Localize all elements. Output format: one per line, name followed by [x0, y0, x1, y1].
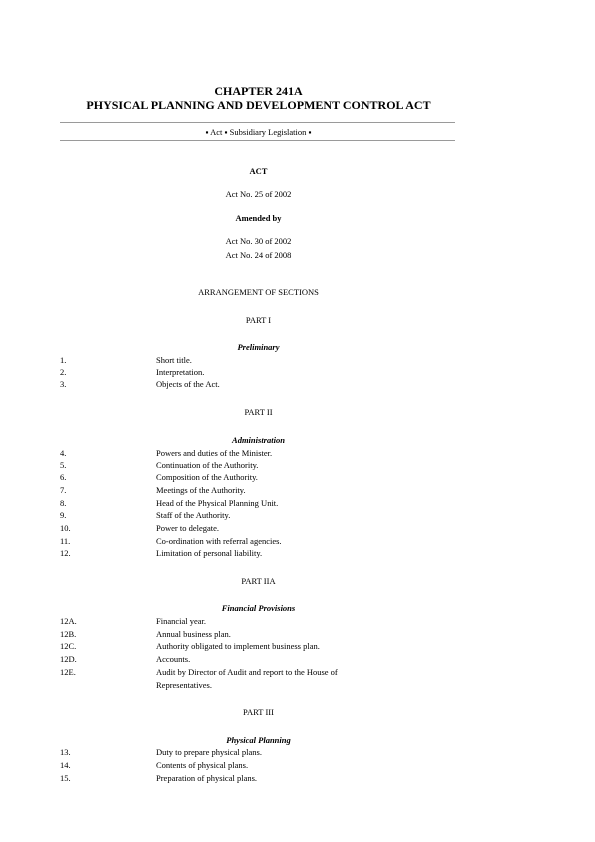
act-title: PHYSICAL PLANNING AND DEVELOPMENT CONTROL ACT — [86, 98, 431, 112]
part-title: Preliminary — [237, 342, 280, 352]
section-number: 6. — [60, 472, 67, 482]
arrangement-heading: ARRANGEMENT OF SECTIONS — [198, 287, 319, 297]
section-number: 12E. — [60, 667, 76, 677]
amended-by-heading: Amended by — [235, 213, 282, 223]
section-title-continuation: Representatives. — [156, 680, 212, 690]
nav-link-subsidiary-legislation[interactable]: Subsidiary Legislation — [229, 127, 307, 137]
section-number: 14. — [60, 760, 71, 770]
section-title: Head of the Physical Planning Unit. — [156, 498, 279, 508]
section-title: Continuation of the Authority. — [156, 460, 259, 470]
section-number: 12B. — [60, 629, 77, 639]
part-title: Administration — [232, 435, 285, 445]
document-nav — [0, 127, 517, 137]
section-number: 12D. — [60, 654, 77, 664]
section-number: 12A. — [60, 616, 77, 626]
nav-bullet: ▪ — [205, 127, 209, 137]
section-number: 9. — [60, 510, 67, 520]
section-number: 15. — [60, 773, 71, 783]
section-number: 12C. — [60, 641, 77, 651]
part-heading: PART IIA — [241, 576, 276, 586]
section-number: 8. — [60, 498, 67, 508]
section-title: Interpretation. — [156, 367, 205, 377]
section-title: Staff of the Authority. — [156, 510, 231, 520]
section-title: Composition of the Authority. — [156, 472, 258, 482]
section-number: 11. — [60, 536, 71, 546]
section-title: Preparation of physical plans. — [156, 773, 258, 783]
nav-bullet: ▪ — [308, 127, 312, 137]
part-title: Physical Planning — [226, 735, 291, 745]
bottom-divider — [60, 140, 455, 141]
section-title: Authority obligated to implement business plan. — [156, 641, 320, 651]
part-title: Financial Provisions — [221, 603, 296, 613]
section-title: Short title. — [156, 355, 192, 365]
nav-link-act[interactable]: Act — [210, 127, 223, 137]
section-number: 3. — [60, 379, 67, 389]
section-title: Contents of physical plans. — [156, 760, 249, 770]
amendment-1: Act No. 30 of 2002 — [225, 236, 292, 246]
section-title: Financial year. — [156, 616, 207, 626]
section-title: Meetings of the Authority. — [156, 485, 246, 495]
act-number: Act No. 25 of 2002 — [225, 189, 292, 199]
section-title: Powers and duties of the Minister. — [156, 448, 273, 458]
section-number: 1. — [60, 355, 67, 365]
nav-bullet: ▪ — [224, 127, 228, 137]
section-number: 12. — [60, 548, 71, 558]
section-number: 5. — [60, 460, 67, 470]
part-heading: PART III — [243, 707, 274, 717]
amendment-2: Act No. 24 of 2008 — [225, 250, 292, 260]
act-heading: ACT — [249, 166, 268, 176]
section-number: 10. — [60, 523, 71, 533]
top-divider — [60, 122, 455, 123]
part-heading: PART I — [245, 315, 272, 325]
section-title: Accounts. — [156, 654, 191, 664]
chapter-heading: CHAPTER 241A — [214, 84, 303, 98]
section-title: Duty to prepare physical plans. — [156, 747, 262, 757]
section-number: 13. — [60, 747, 71, 757]
section-number: 4. — [60, 448, 67, 458]
section-number: 7. — [60, 485, 67, 495]
section-title: Audit by Director of Audit and report to the House of — [156, 667, 338, 677]
part-heading: PART II — [244, 407, 273, 417]
section-number: 2. — [60, 367, 67, 377]
section-title: Co-ordination with referral agencies. — [156, 536, 282, 546]
section-title: Annual business plan. — [156, 629, 231, 639]
section-title: Objects of the Act. — [156, 379, 220, 389]
section-title: Limitation of personal liability. — [156, 548, 263, 558]
section-title: Power to delegate. — [156, 523, 220, 533]
